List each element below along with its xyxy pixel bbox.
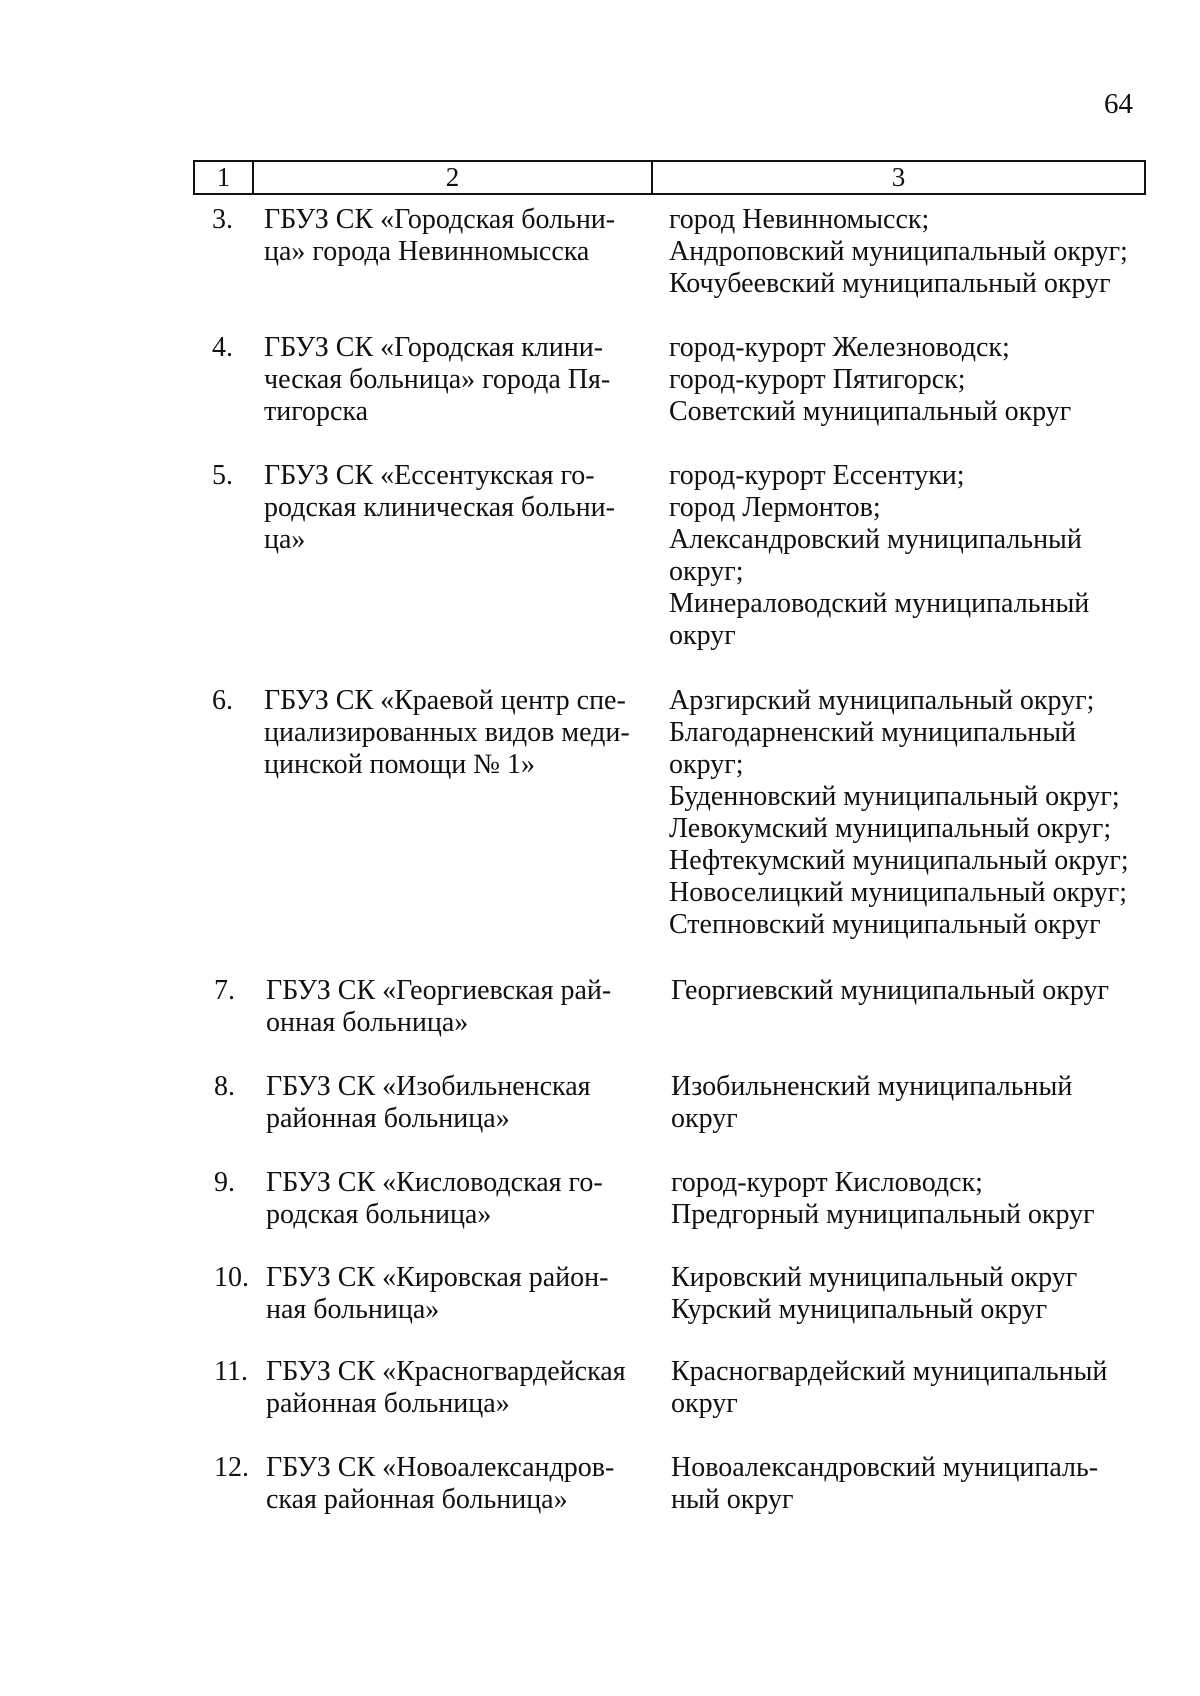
territory-line: город Невинномысск; — [669, 204, 930, 235]
territory-line: округ — [671, 1103, 738, 1134]
territory-cell — [671, 1167, 1151, 1231]
org-line: ГБУЗ СК «Новоалександров- — [266, 1452, 615, 1483]
territory-line: Предгорный муниципальный округ — [671, 1199, 1095, 1230]
territory-cell — [671, 1356, 1151, 1420]
territory-line: Георгиевский муниципальный округ — [671, 975, 1109, 1006]
territory-cell — [669, 685, 1149, 941]
org-line: ГБУЗ СК «Краевой центр спе- — [264, 685, 626, 716]
territory-line: Советский муниципальный округ — [669, 396, 1072, 427]
row-number: 10. — [214, 1262, 249, 1293]
territory-line: округ; — [669, 556, 744, 587]
territory-line: Курский муниципальный округ — [671, 1294, 1048, 1325]
org-line: районная больница» — [266, 1388, 510, 1419]
territory-line: Кочубеевский муниципальный округ — [669, 268, 1111, 299]
territory-cell — [671, 1262, 1151, 1326]
territory-line: округ; — [669, 749, 744, 780]
territory-line: Благодарненский муниципальный — [669, 717, 1076, 748]
territory-line: Александровский муниципальный — [669, 524, 1082, 555]
row-number: 9. — [214, 1167, 235, 1198]
territory-line: город-курорт Железноводск; — [669, 332, 1010, 363]
header-col-3: 3 — [891, 162, 906, 192]
org-line: ГБУЗ СК «Красногвардейская — [266, 1356, 626, 1387]
territory-line: город Лермонтов; — [669, 492, 881, 523]
org-line: тигорска — [264, 396, 369, 427]
organization-cell — [266, 1262, 650, 1326]
org-line: родская больница» — [266, 1199, 492, 1230]
organization-cell — [266, 1356, 650, 1420]
territory-line: Нефтекумский муниципальный округ; — [669, 845, 1129, 876]
row-number: 11. — [214, 1356, 248, 1387]
territory-line: Арзгирский муниципальный округ; — [669, 685, 1095, 716]
table-header — [193, 160, 1146, 195]
row-number: 3. — [212, 204, 233, 235]
org-line: родская клиническая больни- — [264, 492, 615, 523]
territory-line: округ — [671, 1388, 738, 1419]
row-number: 4. — [212, 332, 233, 363]
organization-cell — [264, 332, 648, 428]
organization-cell — [266, 1452, 650, 1516]
org-line: ца» города Невинномысска — [264, 236, 590, 267]
territory-line: Красногвардейский муниципальный — [671, 1356, 1108, 1387]
territory-cell — [671, 975, 1151, 1007]
org-line: районная больница» — [266, 1103, 510, 1134]
territory-line: Буденновский муниципальный округ; — [669, 781, 1120, 812]
organization-cell — [264, 460, 648, 556]
territory-line: город-курорт Пятигорск; — [669, 364, 966, 395]
org-line: ГБУЗ СК «Изобильненская — [266, 1071, 591, 1102]
org-line: ная больница» — [266, 1294, 440, 1325]
org-line: ца» — [264, 524, 306, 555]
org-line: ГБУЗ СК «Городская больни- — [264, 204, 616, 235]
row-number: 6. — [212, 685, 233, 716]
row-number: 7. — [214, 975, 235, 1006]
header-col-2: 2 — [254, 162, 653, 193]
organization-cell — [266, 1167, 650, 1231]
territory-line: ный округ — [671, 1484, 794, 1515]
row-number: 12. — [214, 1452, 249, 1483]
territory-line: Минераловодский муниципальный — [669, 588, 1090, 619]
territory-cell — [669, 332, 1149, 428]
row-number: 5. — [212, 460, 233, 491]
territory-line: Кировский муниципальный округ — [671, 1262, 1078, 1293]
org-line: ГБУЗ СК «Городская клини- — [264, 332, 604, 363]
org-line: ГБУЗ СК «Ессентукская го- — [264, 460, 595, 491]
organization-cell — [264, 685, 648, 781]
territory-line: Левокумский муниципальный округ; — [669, 813, 1112, 844]
org-line: ГБУЗ СК «Кировская район- — [266, 1262, 609, 1293]
territory-line: округ — [669, 620, 736, 651]
territory-line: Степновский муниципальный округ — [669, 909, 1101, 940]
org-line: ческая больница» города Пя- — [264, 364, 611, 395]
org-line: цинской помощи № 1» — [264, 749, 535, 780]
org-line: ГБУЗ СК «Георгиевская рай- — [266, 975, 612, 1006]
row-number: 8. — [214, 1071, 235, 1102]
territory-line: город-курорт Ессентуки; — [669, 460, 965, 491]
org-line: ская районная больница» — [266, 1484, 568, 1515]
territory-line: Изобильненский муниципальный — [671, 1071, 1073, 1102]
territory-line: Новоселицкий муниципальный округ; — [669, 877, 1127, 908]
org-line: циализированных видов меди- — [264, 717, 630, 748]
territory-line: Новоалександровский муниципаль- — [671, 1452, 1099, 1483]
territory-line: Андроповский муниципальный округ; — [669, 236, 1128, 267]
territory-line: город-курорт Кисловодск; — [671, 1167, 983, 1198]
org-line: ГБУЗ СК «Кисловодская го- — [266, 1167, 603, 1198]
org-line: онная больница» — [266, 1007, 469, 1038]
territory-cell — [669, 460, 1149, 652]
territory-cell — [671, 1071, 1151, 1135]
organization-cell — [266, 975, 650, 1039]
territory-cell — [671, 1452, 1151, 1516]
header-col-1: 1 — [195, 162, 254, 193]
territory-cell — [669, 204, 1149, 300]
organization-cell — [264, 204, 648, 268]
organization-cell — [266, 1071, 650, 1135]
page-number: 64 — [1104, 88, 1133, 120]
